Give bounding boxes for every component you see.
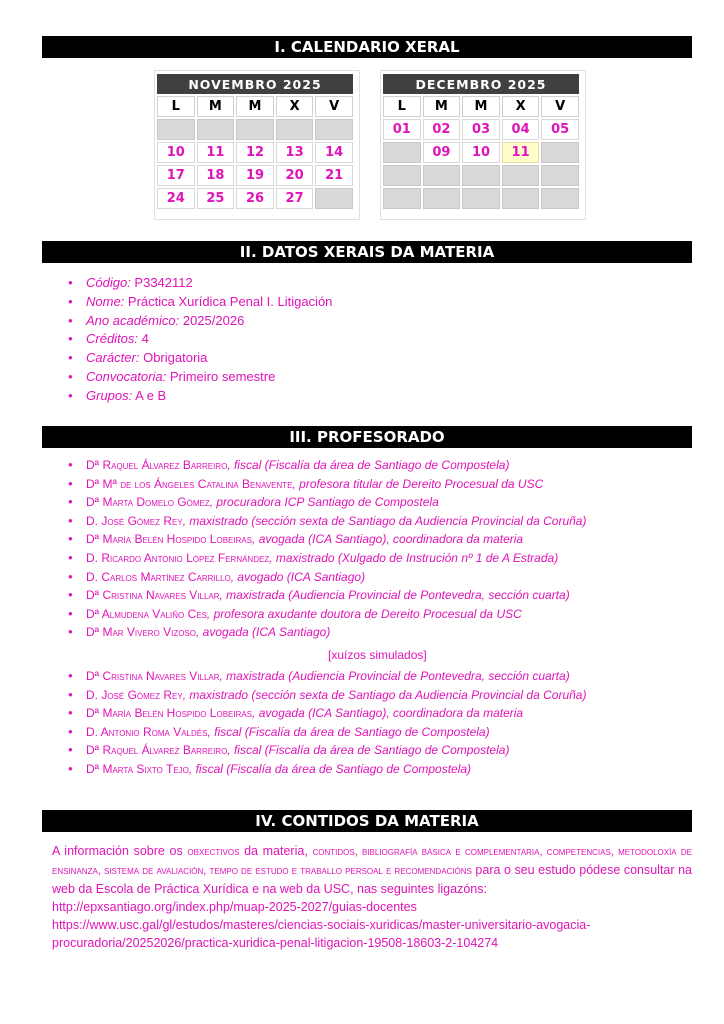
- datos-item: [68, 330, 332, 349]
- weekday-cell: X: [276, 96, 314, 117]
- calendar-empty-cell: [197, 119, 235, 140]
- profesor-item: [68, 605, 586, 624]
- calendar-day-cell: 17: [157, 165, 195, 186]
- datos-label: Código:: [86, 275, 131, 290]
- calendar-day-cell: 18: [197, 165, 235, 186]
- calendar-november: [155, 72, 355, 211]
- datos-item: [68, 387, 332, 406]
- calendar-title: NOVEMBRO 2025: [157, 74, 353, 94]
- section-title-contidos: IV. CONTIDOS DA MATERIA: [42, 810, 692, 832]
- datos-value: Obrigatoria: [139, 350, 208, 366]
- weekday-cell: L: [157, 96, 195, 117]
- section-title-profesorado: III. PROFESORADO: [42, 426, 692, 448]
- contidos-text: para o seu estudo pódese consultar na web da Escola de Práctica Xurídica e na web da USC, nas seguintes ligazóns:: [52, 863, 692, 896]
- profesor-item: [68, 723, 586, 742]
- calendar-empty-cell: [383, 188, 421, 209]
- calendar-december: [381, 72, 581, 211]
- calendar-day-cell: 10: [157, 142, 195, 163]
- datos-item: [68, 349, 332, 368]
- simulados-list: [68, 667, 586, 779]
- calendar-empty-cell: [541, 165, 579, 186]
- calendar-empty-cell: [236, 119, 274, 140]
- profesor-role: , avogado (ICA Santiago): [230, 569, 366, 584]
- calendar-empty-cell: [383, 142, 421, 163]
- profesor-role: , maxistrado (sección sexta de Santiago da Audiencia Provincial da Coruña): [182, 513, 587, 528]
- calendar-empty-cell: [383, 165, 421, 186]
- calendar-day-cell: 13: [276, 142, 314, 163]
- profesor-item: [68, 667, 586, 686]
- contidos-text: obxectivos: [187, 846, 240, 858]
- profesor-role: , avogada (ICA Santiago), coordinadora da materia: [252, 532, 524, 547]
- calendar-day-cell: 01: [383, 119, 421, 140]
- profesorado-list: [68, 456, 586, 642]
- calendar-day-cell: 12: [236, 142, 274, 163]
- calendar-empty-cell: [157, 119, 195, 140]
- profesor-name: Dª Marta Domelo Gómez: [86, 495, 210, 510]
- weekday-cell: M: [236, 96, 274, 117]
- calendar-day-cell: 04: [502, 119, 540, 140]
- calendar-week-row: [157, 165, 353, 186]
- datos-value: 4: [138, 331, 149, 347]
- datos-label: Carácter:: [86, 350, 140, 366]
- weekday-cell: V: [541, 96, 579, 117]
- profesor-role: , maxistrada (Audiencia Provincial de Pontevedra, sección cuarta): [219, 669, 570, 683]
- calendar-week-row: [157, 142, 353, 163]
- profesor-name: D. José Gómez Rey: [86, 687, 183, 702]
- profesor-role: , fiscal (Fiscalía da área de Santiago de Compostela): [227, 458, 510, 472]
- calendar-day-cell: 11: [197, 142, 235, 163]
- profesor-role: , fiscal (Fiscalía da área de Santiago de Compostela): [188, 761, 472, 776]
- profesor-name: Dª María Belén Hospido Lobeiras: [86, 532, 253, 547]
- profesor-name: Dª María Belén Hospido Lobeiras: [86, 706, 253, 721]
- profesor-name: D. Ricardo Antonio López Fernández: [86, 550, 270, 565]
- profesor-item: [68, 512, 586, 531]
- calendar-day-cell: 09: [423, 142, 461, 163]
- calendar-day-cell: 19: [236, 165, 274, 186]
- profesor-item: [68, 586, 586, 605]
- datos-item: [68, 274, 332, 293]
- profesor-item: [68, 623, 586, 642]
- calendar-day-cell: 10: [462, 142, 500, 163]
- calendar-week-row: [157, 119, 353, 140]
- calendar-day-cell: 05: [541, 119, 579, 140]
- profesor-role: , fiscal (Fiscalía da área de Santiago de Compostela): [207, 724, 490, 739]
- profesor-item: [68, 530, 586, 549]
- profesor-name: Dª Cristina Navares Villar: [86, 669, 220, 683]
- profesor-name: Dª Raquel Álvarez Barreiro: [86, 743, 228, 758]
- contidos-paragraph: [52, 842, 692, 952]
- profesor-item: [68, 686, 586, 705]
- datos-item: [68, 368, 332, 387]
- calendar-day-cell: 27: [276, 188, 314, 209]
- datos-item: [68, 312, 332, 331]
- calendar-day-cell: 26: [236, 188, 274, 209]
- weekday-cell: X: [502, 96, 540, 117]
- datos-value: Práctica Xurídica Penal I. Litigación: [124, 293, 333, 309]
- profesor-role: , maxistrado (Xulgado de Instrución nº 1 de A Estrada): [269, 550, 559, 565]
- simulados-label: [xuízos simulados]: [328, 648, 427, 662]
- profesor-role: , avogada (ICA Santiago), coordinadora da materia: [252, 706, 524, 721]
- profesor-name: Dª Cristina Navares Villar: [86, 588, 220, 603]
- datos-value: Primeiro semestre: [166, 368, 276, 384]
- calendar-empty-cell: [502, 188, 540, 209]
- weekday-cell: M: [197, 96, 235, 117]
- section-title-calendario: I. CALENDARIO XERAL: [42, 36, 692, 58]
- profesor-item: [68, 568, 586, 587]
- calendar-week-row: [383, 188, 579, 209]
- datos-label: Ano académico:: [86, 312, 180, 328]
- datos-list: [68, 274, 332, 406]
- calendar-day-cell: 02: [423, 119, 461, 140]
- calendar-empty-cell: [276, 119, 314, 140]
- profesor-role: , maxistrado (sección sexta de Santiago da Audiencia Provincial da Coruña): [182, 687, 587, 702]
- calendar-empty-cell: [315, 188, 353, 209]
- profesor-item: [68, 493, 586, 512]
- calendar-empty-cell: [423, 165, 461, 186]
- calendar-empty-cell: [423, 188, 461, 209]
- calendar-week-row: [383, 142, 579, 163]
- profesor-name: D. Antonio Roma Valdés: [86, 724, 208, 739]
- calendar-day-cell: 24: [157, 188, 195, 209]
- calendar-empty-cell: [541, 188, 579, 209]
- calendar-empty-cell: [462, 165, 500, 186]
- profesor-item: [68, 704, 586, 723]
- calendar-empty-cell: [315, 119, 353, 140]
- calendar-day-cell: 03: [462, 119, 500, 140]
- calendar-day-cell: 25: [197, 188, 235, 209]
- profesor-role: , profesora titular de Dereito Procesual da USC: [292, 476, 544, 491]
- datos-item: [68, 293, 332, 312]
- profesor-item: [68, 549, 586, 568]
- datos-label: Nome:: [86, 293, 125, 309]
- profesor-name: Dª Almudena Valiño Ces: [86, 606, 207, 621]
- calendar-day-cell: 21: [315, 165, 353, 186]
- calendar-week-row: [383, 165, 579, 186]
- profesor-role: , profesora axudante doutora de Dereito Procesual da USC: [206, 606, 522, 621]
- datos-label: Convocatoria:: [86, 368, 167, 384]
- profesor-item: [68, 475, 586, 494]
- calendar-day-cell: 11: [502, 142, 540, 163]
- weekday-cell: L: [383, 96, 421, 117]
- profesor-item: [68, 741, 586, 760]
- calendar-title: DECEMBRO 2025: [383, 74, 579, 94]
- datos-value: A e B: [132, 387, 167, 403]
- profesor-name: Dª Raquel Álvarez Barreiro: [86, 458, 228, 472]
- profesor-name: D. Carlos Martínez Carrillo: [86, 569, 231, 584]
- profesor-name: D. José Gómez Rey: [86, 513, 183, 528]
- profesor-item: [68, 760, 586, 779]
- calendar-day-cell: 14: [315, 142, 353, 163]
- profesor-name: Dª Mar Vivero Vizoso: [86, 625, 197, 640]
- calendar-empty-cell: [462, 188, 500, 209]
- profesor-role: , fiscal (Fiscalía da área de Santiago de Compostela): [227, 743, 510, 758]
- calendar-day-cell: 20: [276, 165, 314, 186]
- contidos-text: da materia,: [239, 844, 313, 858]
- profesor-item: [68, 456, 586, 475]
- profesor-name: Dª Marta Sixto Tejo: [86, 761, 189, 776]
- profesor-role: , procuradora ICP Santiago de Compostela: [209, 495, 439, 510]
- datos-value: 2025/2026: [179, 312, 245, 328]
- section-title-datos: II. DATOS XERAIS DA MATERIA: [42, 241, 692, 263]
- profesor-name: Dª Mª de los Ángeles Catalina Benavente: [86, 476, 293, 491]
- link-usc[interactable]: https://www.usc.gal/gl/estudos/masteres/ciencias-sociais-xuridicas/master-universitario-avogacia-procuradoria/20252026/practica-xuridica-penal-litigacion-19508-18603-2-104274: [52, 918, 591, 950]
- calendar-empty-cell: [502, 165, 540, 186]
- calendar-week-row: [383, 119, 579, 140]
- calendar-week-row: [157, 188, 353, 209]
- profesor-role: , maxistrada (Audiencia Provincial de Pontevedra, sección cuarta): [219, 588, 570, 603]
- datos-value: P3342112: [130, 275, 193, 290]
- contidos-text: A información sobre os: [52, 844, 188, 858]
- profesor-role: , avogada (ICA Santiago): [196, 625, 331, 640]
- weekday-cell: V: [315, 96, 353, 117]
- calendar-empty-cell: [541, 142, 579, 163]
- datos-label: Grupos:: [86, 387, 133, 403]
- datos-label: Créditos:: [86, 331, 139, 347]
- weekday-cell: M: [423, 96, 461, 117]
- link-epx[interactable]: http://epxsantiago.org/index.php/muap-2025-2027/guias-docentes: [52, 900, 417, 914]
- contidos-text: contidos, bibliografía básica e complementaria, competencias, metodoloxía de ensinanza, sistema de avaliación, tempo de estudo e traballo persoal e recomendacións: [52, 846, 692, 877]
- weekday-cell: M: [462, 96, 500, 117]
